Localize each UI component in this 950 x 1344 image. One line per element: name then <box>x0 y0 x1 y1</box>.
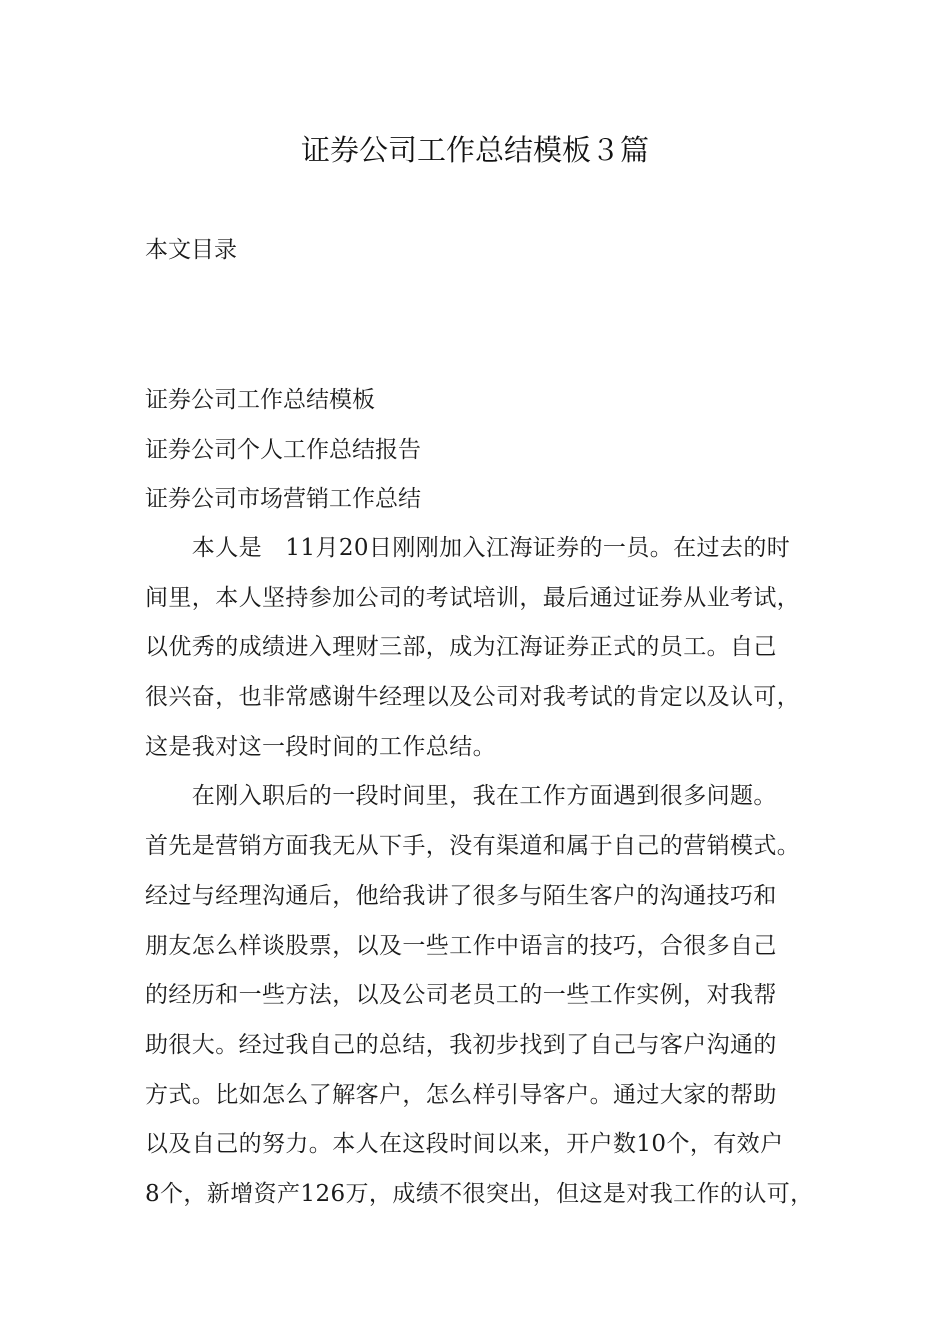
paragraph-line: 方式。比如怎么了解客户，怎么样引导客户。通过大家的帮助 <box>145 1081 777 1108</box>
paragraph-line: 很兴奋，也非常感谢牛经理以及公司对我考试的肯定以及认可， <box>145 684 801 711</box>
toc-item[interactable]: 证券公司市场营销工作总结 <box>145 486 421 512</box>
paragraph-line: 的经历和一些方法，以及公司老员工的一些工作实例，对我帮 <box>145 982 777 1009</box>
table-of-contents <box>145 380 421 529</box>
paragraph-line: 首先是营销方面我无从下手，没有渠道和属于自己的营销模式。 <box>145 833 801 860</box>
paragraph-line: 助很大。经过我自己的总结，我初步找到了自己与客户沟通的 <box>145 1031 777 1058</box>
paragraph-line: 本人是 11月20日刚刚加入江海证券的一员。在过去的时 <box>145 535 791 561</box>
document-title: 证券公司工作总结模板３篇 <box>300 133 649 167</box>
paragraph-line: 朋友怎么样谈股票，以及一些工作中语言的技巧，合很多自己 <box>145 932 777 959</box>
paragraph-line: 间里，本人坚持参加公司的考试培训，最后通过证券从业考试， <box>145 584 801 611</box>
toc-item[interactable]: 证券公司工作总结模板 <box>145 387 375 413</box>
paragraph-line: 这是我对这一段时间的工作总结。 <box>145 733 496 760</box>
body-text <box>145 528 825 1224</box>
paragraph-line: 经过与经理沟通后，他给我讲了很多与陌生客户的沟通技巧和 <box>145 882 777 909</box>
paragraph-line: 以及自己的努力。本人在这段时间以来，开户数10个，有效户 <box>145 1131 784 1158</box>
toc-item[interactable]: 证券公司个人工作总结报告 <box>145 436 421 463</box>
paragraph-line: 以优秀的成绩进入理财三部，成为江海证券正式的员工。自己 <box>145 634 777 661</box>
toc-heading: 本文目录 <box>145 237 237 263</box>
paragraph-line: 8个，新增资产126万，成绩不很突出，但这是对我工作的认可， <box>145 1180 814 1207</box>
paragraph-line: 在刚入职后的一段时间里，我在工作方面遇到很多问题。 <box>145 783 777 810</box>
